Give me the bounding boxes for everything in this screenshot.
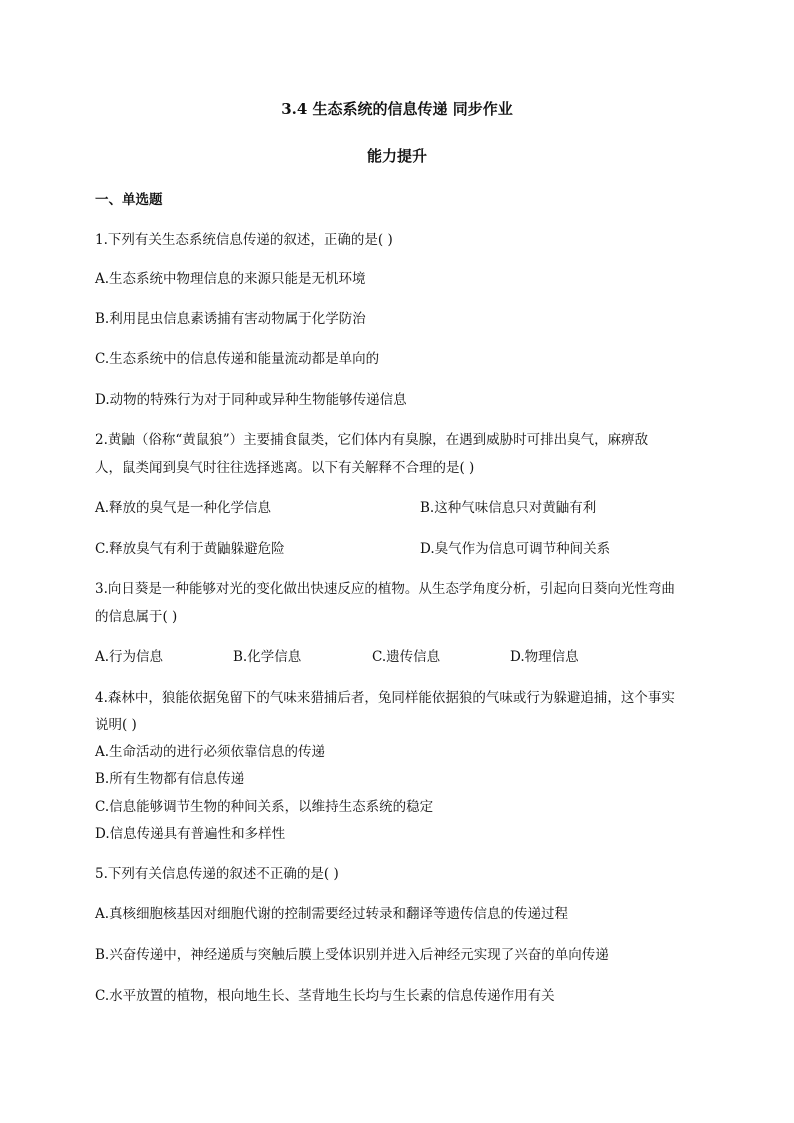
question-1-option-d: D.动物的特殊行为对于同种或异种生物能够传递信息 [95,392,407,408]
question-3-option-d: D.物理信息 [510,649,579,665]
question-5-stem: 5.下列有关信息传递的叙述不正确的是( ) [95,866,339,882]
question-5-option-b: B.兴奋传递中，神经递质与突触后膜上受体识别并进入后神经元实现了兴奋的单向传递 [95,947,609,963]
section-heading: 一、单选题 [95,192,163,208]
question-1-option-a: A.生态系统中物理信息的来源只能是无机环境 [95,271,366,287]
question-2-option-b: B.这种气味信息只对黄鼬有利 [420,500,597,516]
question-1-option-b: B.利用昆虫信息素诱捕有害动物属于化学防治 [95,311,366,327]
question-2-stem-line-2: 人，鼠类闻到臭气时往往选择逃离。以下有关解释不合理的是( ) [95,460,475,476]
question-4-option-a: A.生命活动的进行必须依靠信息的传递 [95,744,326,760]
question-2-stem-line-1: 2.黄鼬（俗称“黄鼠狼”）主要捕食鼠类，它们体内有臭腺，在遇到威胁时可排出臭气，麻痹敌 [95,432,649,448]
question-3-option-b: B.化学信息 [233,649,302,665]
question-1-option-c: C.生态系统中的信息传递和能量流动都是单向的 [95,351,380,367]
question-2-option-c: C.释放臭气有利于黄鼬躲避危险 [95,541,285,557]
question-4-option-c: C.信息能够调节生物的种间关系，以维持生态系统的稳定 [95,799,434,815]
question-2-option-d: D.臭气作为信息可调节种间关系 [420,541,611,557]
question-3-option-c: C.遗传信息 [372,649,441,665]
question-3-stem-line-2: 的信息属于( ) [95,609,178,625]
question-5-option-c: C.水平放置的植物，根向地生长、茎背地生长均与生长素的信息传递作用有关 [95,988,555,1004]
question-4-stem-line-1: 4.森林中，狼能依据兔留下的气味来猎捕后者，兔同样能依据狼的气味或行为躲避追捕，这个事实 [95,690,675,706]
page-subtitle: 能力提升 [366,147,427,165]
question-1-stem: 1.下列有关生态系统信息传递的叙述，正确的是( ) [95,232,393,248]
question-4-option-b: B.所有生物都有信息传递 [95,771,245,787]
question-5-option-a: A.真核细胞核基因对细胞代谢的控制需要经过转录和翻译等遗传信息的传递过程 [95,906,569,922]
question-3-stem-line-1: 3.向日葵是一种能够对光的变化做出快速反应的植物。从生态学角度分析，引起向日葵向光性弯曲 [95,581,675,597]
question-4-stem-line-2: 说明( ) [95,717,137,733]
page-title: 3.4 生态系统的信息传递 同步作业 [281,100,513,118]
question-3-option-a: A.行为信息 [95,649,164,665]
question-4-option-d: D.信息传递具有普遍性和多样性 [95,826,286,842]
question-2-option-a: A.释放的臭气是一种化学信息 [95,500,272,516]
